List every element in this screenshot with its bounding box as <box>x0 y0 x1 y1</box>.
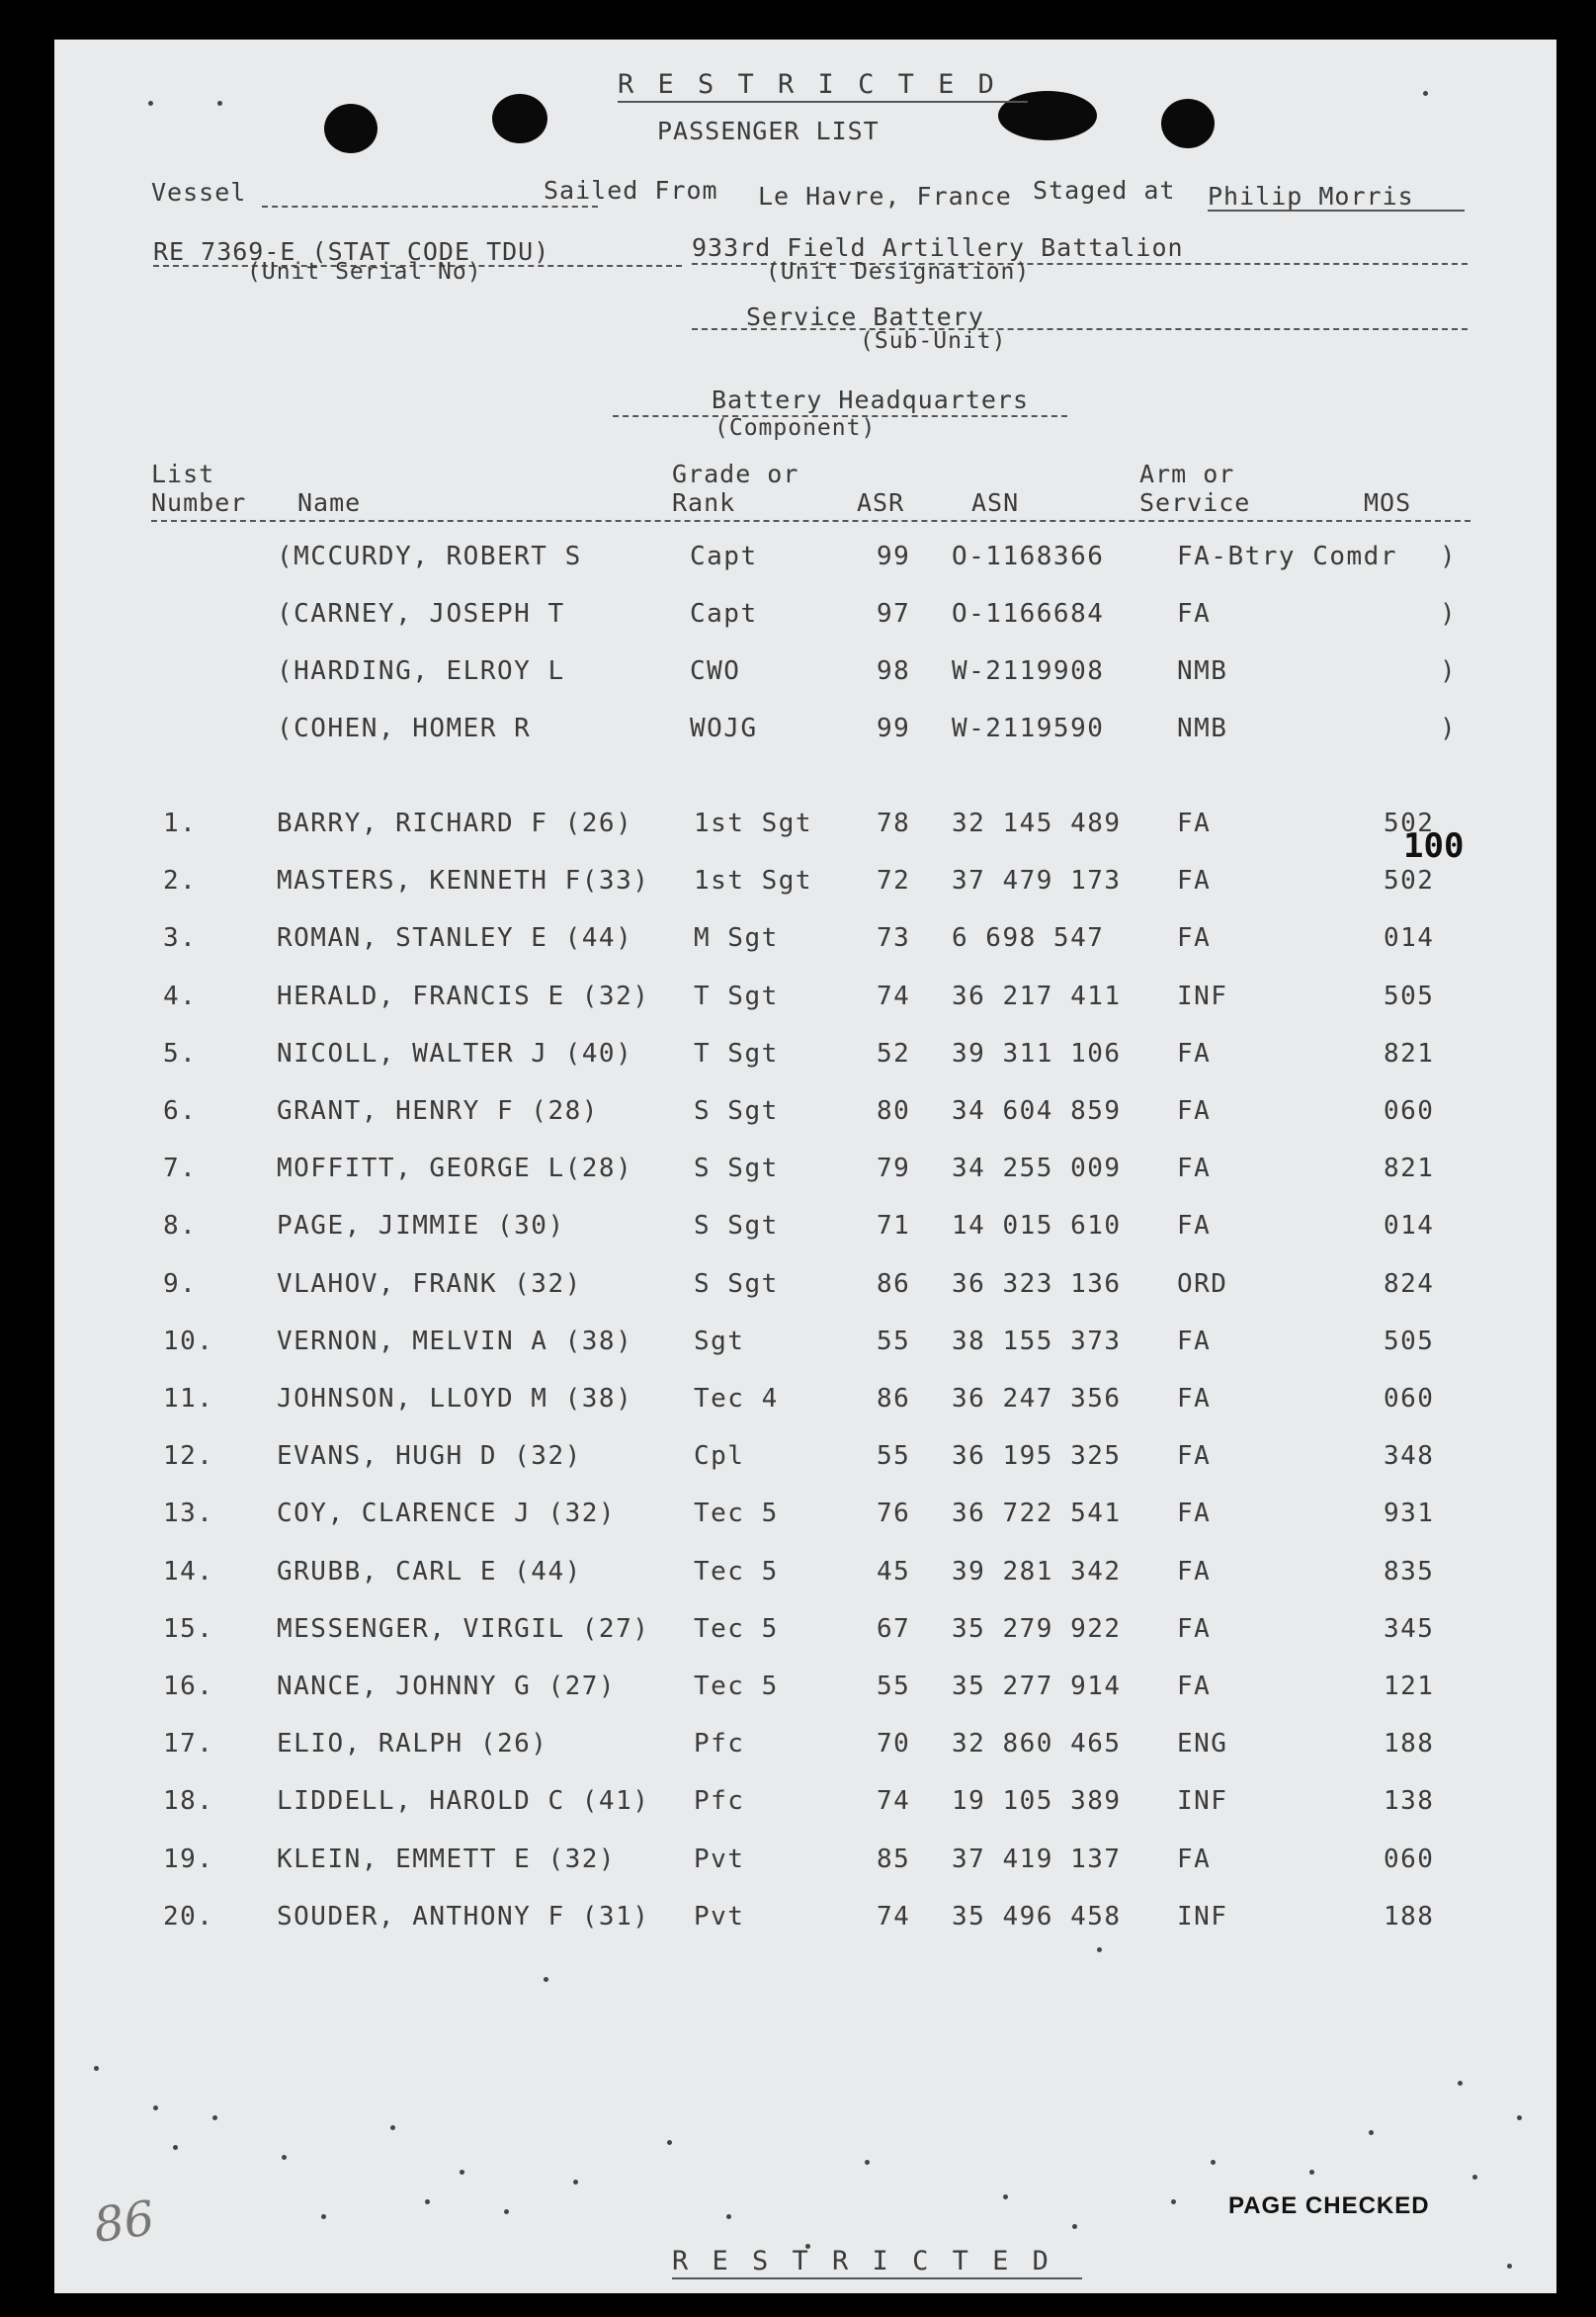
grade-cell: Pfc <box>694 1729 745 1759</box>
list-number-cell: 19. <box>163 1845 214 1874</box>
dust-speck <box>1171 2199 1176 2204</box>
dust-speck <box>212 2115 217 2120</box>
name-cell: HERALD, FRANCIS E (32) <box>277 982 650 1011</box>
mos-cell: 138 <box>1384 1786 1435 1816</box>
dust-speck <box>173 2145 178 2150</box>
arm-cell: ENG <box>1177 1729 1228 1759</box>
asn-cell: 35 496 458 <box>952 1902 1122 1931</box>
dust-speck <box>1309 2170 1314 2175</box>
dust-speck <box>217 101 222 106</box>
dust-speck <box>865 2160 870 2165</box>
name-cell: MESSENGER, VIRGIL (27) <box>277 1614 650 1644</box>
dust-speck <box>667 2140 672 2145</box>
table-row <box>54 1441 1556 1481</box>
restricted-bottom-underline <box>672 2277 1082 2279</box>
grade-cell: Tec 5 <box>694 1672 779 1701</box>
asr-cell: 72 <box>877 866 911 896</box>
list-number-cell: 16. <box>163 1672 214 1701</box>
unit-serial-value: RE 7369-E (STAT CODE TDU) <box>153 237 550 266</box>
grade-cell: 1st Sgt <box>694 809 813 838</box>
dust-speck <box>1517 2115 1522 2120</box>
grade-cell: T Sgt <box>694 1039 779 1069</box>
col-list-number-1: List <box>151 460 215 488</box>
grade-cell: Pvt <box>694 1845 745 1874</box>
grade-cell: Tec 5 <box>694 1557 779 1587</box>
arm-cell: FA <box>1177 1384 1212 1414</box>
mos-cell: 060 <box>1384 1096 1435 1126</box>
arm-cell: INF <box>1177 982 1228 1011</box>
dust-speck <box>1072 2224 1077 2229</box>
asn-cell: W-2119590 <box>952 714 1105 743</box>
mos-cell: 824 <box>1384 1269 1435 1299</box>
arm-cell: FA <box>1177 866 1212 896</box>
col-grade-2: Rank <box>672 488 736 517</box>
list-number-cell: 11. <box>163 1384 214 1414</box>
table-row <box>54 1499 1556 1538</box>
table-row <box>54 599 1556 639</box>
arm-cell: FA-Btry Comdr <box>1177 542 1397 571</box>
grade-cell: S Sgt <box>694 1154 779 1183</box>
grade-cell: Tec 5 <box>694 1499 779 1528</box>
dust-speck <box>94 2066 99 2071</box>
name-cell: BARRY, RICHARD F (26) <box>277 809 633 838</box>
asn-cell: 35 279 922 <box>952 1614 1122 1644</box>
mos-cell: 348 <box>1384 1441 1435 1471</box>
asn-cell: 36 247 356 <box>952 1384 1122 1414</box>
arm-cell: FA <box>1177 1845 1212 1874</box>
grade-cell: Sgt <box>694 1327 745 1356</box>
punch-hole <box>998 91 1097 140</box>
dust-speck <box>460 2170 464 2175</box>
asr-cell: 79 <box>877 1154 911 1183</box>
list-number-cell: 10. <box>163 1327 214 1356</box>
name-cell: ELIO, RALPH (26) <box>277 1729 548 1759</box>
asr-cell: 86 <box>877 1269 911 1299</box>
sailed-from-value: Le Havre, France <box>758 182 1012 211</box>
arm-cell: ORD <box>1177 1269 1228 1299</box>
asr-cell: 45 <box>877 1557 911 1587</box>
mos-cell: 502 <box>1384 866 1435 896</box>
arm-cell: FA <box>1177 1614 1212 1644</box>
asn-cell: W-2119908 <box>952 656 1105 686</box>
name-cell: LIDDELL, HAROLD C (41) <box>277 1786 650 1816</box>
arm-cell: FA <box>1177 1499 1212 1528</box>
mos-cell: 821 <box>1384 1154 1435 1183</box>
list-number-cell: 6. <box>163 1096 198 1126</box>
arm-cell: FA <box>1177 1096 1212 1126</box>
arm-cell: FA <box>1177 1327 1212 1356</box>
mos-cell: 060 <box>1384 1384 1435 1414</box>
table-row <box>54 1384 1556 1423</box>
grade-cell: Capt <box>690 599 758 629</box>
asn-cell: 36 323 136 <box>952 1269 1122 1299</box>
list-number-cell: 13. <box>163 1499 214 1528</box>
col-mos: MOS <box>1364 488 1412 517</box>
component-value: Battery Headquarters <box>712 386 1030 414</box>
dust-speck <box>1423 91 1428 96</box>
list-number-cell: 5. <box>163 1039 198 1069</box>
name-cell: MOFFITT, GEORGE L(28) <box>277 1154 633 1183</box>
arm-cell: FA <box>1177 923 1212 953</box>
table-row <box>54 1154 1556 1193</box>
sub-unit-value: Service Battery <box>746 302 984 331</box>
grade-cell: S Sgt <box>694 1211 779 1241</box>
arm-cell: INF <box>1177 1902 1228 1931</box>
dust-speck <box>544 1977 548 1982</box>
table-row <box>54 1845 1556 1884</box>
grade-cell: Pvt <box>694 1902 745 1931</box>
arm-cell: FA <box>1177 1672 1212 1701</box>
list-number-cell: 2. <box>163 866 198 896</box>
punch-hole <box>324 104 378 153</box>
sailed-from-label: Sailed From <box>544 176 718 205</box>
punch-hole <box>492 94 547 143</box>
asr-cell: 78 <box>877 809 911 838</box>
mos-cell: 060 <box>1384 1845 1435 1874</box>
mos-cell: 821 <box>1384 1039 1435 1069</box>
asr-cell: 97 <box>877 599 911 629</box>
col-grade-1: Grade or <box>672 460 799 488</box>
col-asn: ASN <box>971 488 1020 517</box>
vessel-label: Vessel <box>151 178 247 207</box>
table-row <box>54 1729 1556 1768</box>
mos-cell: 345 <box>1384 1614 1435 1644</box>
asr-cell: 74 <box>877 1786 911 1816</box>
name-cell: GRANT, HENRY F (28) <box>277 1096 599 1126</box>
asn-cell: 34 604 859 <box>952 1096 1122 1126</box>
name-cell: JOHNSON, LLOYD M (38) <box>277 1384 633 1414</box>
dust-speck <box>1211 2160 1216 2165</box>
dust-speck <box>1507 2264 1512 2269</box>
table-row <box>54 1902 1556 1941</box>
mos-cell: 188 <box>1384 1902 1435 1931</box>
dust-speck <box>1097 1947 1102 1952</box>
sub-unit-caption: (Sub-Unit) <box>860 328 1007 354</box>
arm-cell: NMB <box>1177 656 1228 686</box>
mos-cell: 014 <box>1384 1211 1435 1241</box>
arm-cell: FA <box>1177 1039 1212 1069</box>
col-list-number-2: Number <box>151 488 247 517</box>
restricted-heading-bottom: R E S T R I C T E D <box>672 2246 1052 2276</box>
mos-cell: 014 <box>1384 923 1435 953</box>
asn-cell: 36 722 541 <box>952 1499 1122 1528</box>
grade-cell: S Sgt <box>694 1269 779 1299</box>
overwrite-mark: 100 <box>1403 826 1465 866</box>
bracket-cell: ) <box>1440 599 1458 629</box>
asr-cell: 71 <box>877 1211 911 1241</box>
list-number-cell: 14. <box>163 1557 214 1587</box>
grade-cell: S Sgt <box>694 1096 779 1126</box>
dust-speck <box>726 2214 731 2219</box>
dust-speck <box>153 2105 158 2110</box>
asn-cell: 38 155 373 <box>952 1327 1122 1356</box>
name-cell: VERNON, MELVIN A (38) <box>277 1327 633 1356</box>
name-cell: SOUDER, ANTHONY F (31) <box>277 1902 650 1931</box>
table-row <box>54 1269 1556 1309</box>
asr-cell: 80 <box>877 1096 911 1126</box>
asn-cell: O-1166684 <box>952 599 1105 629</box>
table-row <box>54 1327 1556 1366</box>
table-row <box>54 1672 1556 1711</box>
list-number-cell: 18. <box>163 1786 214 1816</box>
list-number-cell: 15. <box>163 1614 214 1644</box>
asn-cell: 39 281 342 <box>952 1557 1122 1587</box>
name-cell: EVANS, HUGH D (32) <box>277 1441 582 1471</box>
dust-speck <box>282 2155 287 2160</box>
dust-speck <box>1472 2175 1477 2180</box>
mos-cell: 188 <box>1384 1729 1435 1759</box>
mos-cell: 502 <box>1384 809 1435 838</box>
restricted-heading-top: R E S T R I C T E D <box>618 69 998 100</box>
asr-cell: 74 <box>877 1902 911 1931</box>
asr-cell: 55 <box>877 1441 911 1471</box>
asr-cell: 86 <box>877 1384 911 1414</box>
sub-unit-line <box>692 328 1468 330</box>
table-row <box>54 1557 1556 1596</box>
table-row <box>54 656 1556 696</box>
header-rule <box>151 520 1470 522</box>
asn-cell: 36 217 411 <box>952 982 1122 1011</box>
table-row <box>54 1614 1556 1654</box>
mos-cell: 505 <box>1384 1327 1435 1356</box>
bracket-cell: ) <box>1440 656 1458 686</box>
table-row <box>54 1786 1556 1826</box>
asn-cell: 39 311 106 <box>952 1039 1122 1069</box>
document-page <box>54 40 1556 2293</box>
table-row <box>54 1211 1556 1250</box>
staged-at-underline <box>1208 210 1465 212</box>
name-cell: GRUBB, CARL E (44) <box>277 1557 582 1587</box>
name-cell: (COHEN, HOMER R <box>277 714 532 743</box>
asr-cell: 55 <box>877 1327 911 1356</box>
table-row <box>54 1096 1556 1136</box>
list-number-cell: 12. <box>163 1441 214 1471</box>
table-row <box>54 1039 1556 1078</box>
asn-cell: 32 145 489 <box>952 809 1122 838</box>
asn-cell: 37 479 173 <box>952 866 1122 896</box>
name-cell: ROMAN, STANLEY E (44) <box>277 923 633 953</box>
arm-cell: FA <box>1177 1441 1212 1471</box>
list-number-cell: 1. <box>163 809 198 838</box>
list-number-cell: 8. <box>163 1211 198 1241</box>
asn-cell: 36 195 325 <box>952 1441 1122 1471</box>
mos-cell: 505 <box>1384 982 1435 1011</box>
asn-cell: 32 860 465 <box>952 1729 1122 1759</box>
asr-cell: 99 <box>877 542 911 571</box>
name-cell: VLAHOV, FRANK (32) <box>277 1269 582 1299</box>
asn-cell: 6 698 547 <box>952 923 1105 953</box>
arm-cell: INF <box>1177 1786 1228 1816</box>
asn-cell: 19 105 389 <box>952 1786 1122 1816</box>
name-cell: PAGE, JIMMIE (30) <box>277 1211 565 1241</box>
dust-speck <box>425 2199 430 2204</box>
grade-cell: Tec 5 <box>694 1614 779 1644</box>
grade-cell: CWO <box>690 656 741 686</box>
asr-cell: 85 <box>877 1845 911 1874</box>
name-cell: NICOLL, WALTER J (40) <box>277 1039 633 1069</box>
page-checked-stamp: PAGE CHECKED <box>1228 2192 1430 2219</box>
col-arm-1: Arm or <box>1139 460 1235 488</box>
table-row <box>54 866 1556 905</box>
grade-cell: Cpl <box>694 1441 745 1471</box>
dust-speck <box>1003 2194 1008 2199</box>
arm-cell: FA <box>1177 809 1212 838</box>
name-cell: NANCE, JOHNNY G (27) <box>277 1672 617 1701</box>
list-number-cell: 17. <box>163 1729 214 1759</box>
asr-cell: 52 <box>877 1039 911 1069</box>
dust-speck <box>504 2209 509 2214</box>
page-title: PASSENGER LIST <box>657 117 880 145</box>
col-asr: ASR <box>857 488 905 517</box>
dust-speck <box>321 2214 326 2219</box>
list-number-cell: 9. <box>163 1269 198 1299</box>
name-cell: KLEIN, EMMETT E (32) <box>277 1845 617 1874</box>
arm-cell: FA <box>1177 1557 1212 1587</box>
list-number-cell: 7. <box>163 1154 198 1183</box>
asr-cell: 76 <box>877 1499 911 1528</box>
arm-cell: FA <box>1177 1154 1212 1183</box>
asr-cell: 73 <box>877 923 911 953</box>
staged-at-value: Philip Morris <box>1208 182 1414 211</box>
asr-cell: 55 <box>877 1672 911 1701</box>
asn-cell: O-1168366 <box>952 542 1105 571</box>
name-cell: (HARDING, ELROY L <box>277 656 565 686</box>
restricted-underline <box>618 101 1028 103</box>
asn-cell: 35 277 914 <box>952 1672 1122 1701</box>
table-row <box>54 982 1556 1021</box>
arm-cell: NMB <box>1177 714 1228 743</box>
asr-cell: 74 <box>877 982 911 1011</box>
bracket-cell: ) <box>1440 542 1458 571</box>
mos-cell: 121 <box>1384 1672 1435 1701</box>
grade-cell: T Sgt <box>694 982 779 1011</box>
dust-speck <box>390 2125 395 2130</box>
arm-cell: FA <box>1177 1211 1212 1241</box>
asr-cell: 99 <box>877 714 911 743</box>
grade-cell: M Sgt <box>694 923 779 953</box>
name-cell: MASTERS, KENNETH F(33) <box>277 866 650 896</box>
asr-cell: 70 <box>877 1729 911 1759</box>
asr-cell: 67 <box>877 1614 911 1644</box>
asr-cell: 98 <box>877 656 911 686</box>
list-number-cell: 3. <box>163 923 198 953</box>
dust-speck <box>573 2180 578 2185</box>
table-row <box>54 809 1556 848</box>
asn-cell: 14 015 610 <box>952 1211 1122 1241</box>
col-arm-2: Service <box>1139 488 1251 517</box>
dust-speck <box>148 101 153 106</box>
grade-cell: Capt <box>690 542 758 571</box>
table-row <box>54 923 1556 963</box>
bracket-cell: ) <box>1440 714 1458 743</box>
vessel-blank <box>262 206 598 208</box>
unit-serial-caption: (Unit Serial No) <box>247 259 482 285</box>
mos-cell: 931 <box>1384 1499 1435 1528</box>
name-cell: (CARNEY, JOSEPH T <box>277 599 565 629</box>
table-row <box>54 542 1556 581</box>
staged-at-label: Staged at <box>1033 176 1176 205</box>
component-caption: (Component) <box>714 415 877 441</box>
grade-cell: 1st Sgt <box>694 866 813 896</box>
punch-hole <box>1161 99 1215 148</box>
arm-cell: FA <box>1177 599 1212 629</box>
asn-cell: 37 419 137 <box>952 1845 1122 1874</box>
unit-designation-caption: (Unit Designation) <box>766 259 1031 285</box>
unit-designation-value: 933rd Field Artillery Battalion <box>692 233 1184 262</box>
list-number-cell: 20. <box>163 1902 214 1931</box>
asn-cell: 34 255 009 <box>952 1154 1122 1183</box>
dust-speck <box>1458 2081 1463 2086</box>
name-cell: COY, CLARENCE J (32) <box>277 1499 617 1528</box>
grade-cell: WOJG <box>690 714 758 743</box>
grade-cell: Tec 4 <box>694 1384 779 1414</box>
col-name: Name <box>297 488 362 517</box>
name-cell: (MCCURDY, ROBERT S <box>277 542 582 571</box>
dust-speck <box>1369 2130 1374 2135</box>
grade-cell: Pfc <box>694 1786 745 1816</box>
list-number-cell: 4. <box>163 982 198 1011</box>
pencil-page-number: 86 <box>90 2190 158 2254</box>
table-row <box>54 714 1556 753</box>
mos-cell: 835 <box>1384 1557 1435 1587</box>
